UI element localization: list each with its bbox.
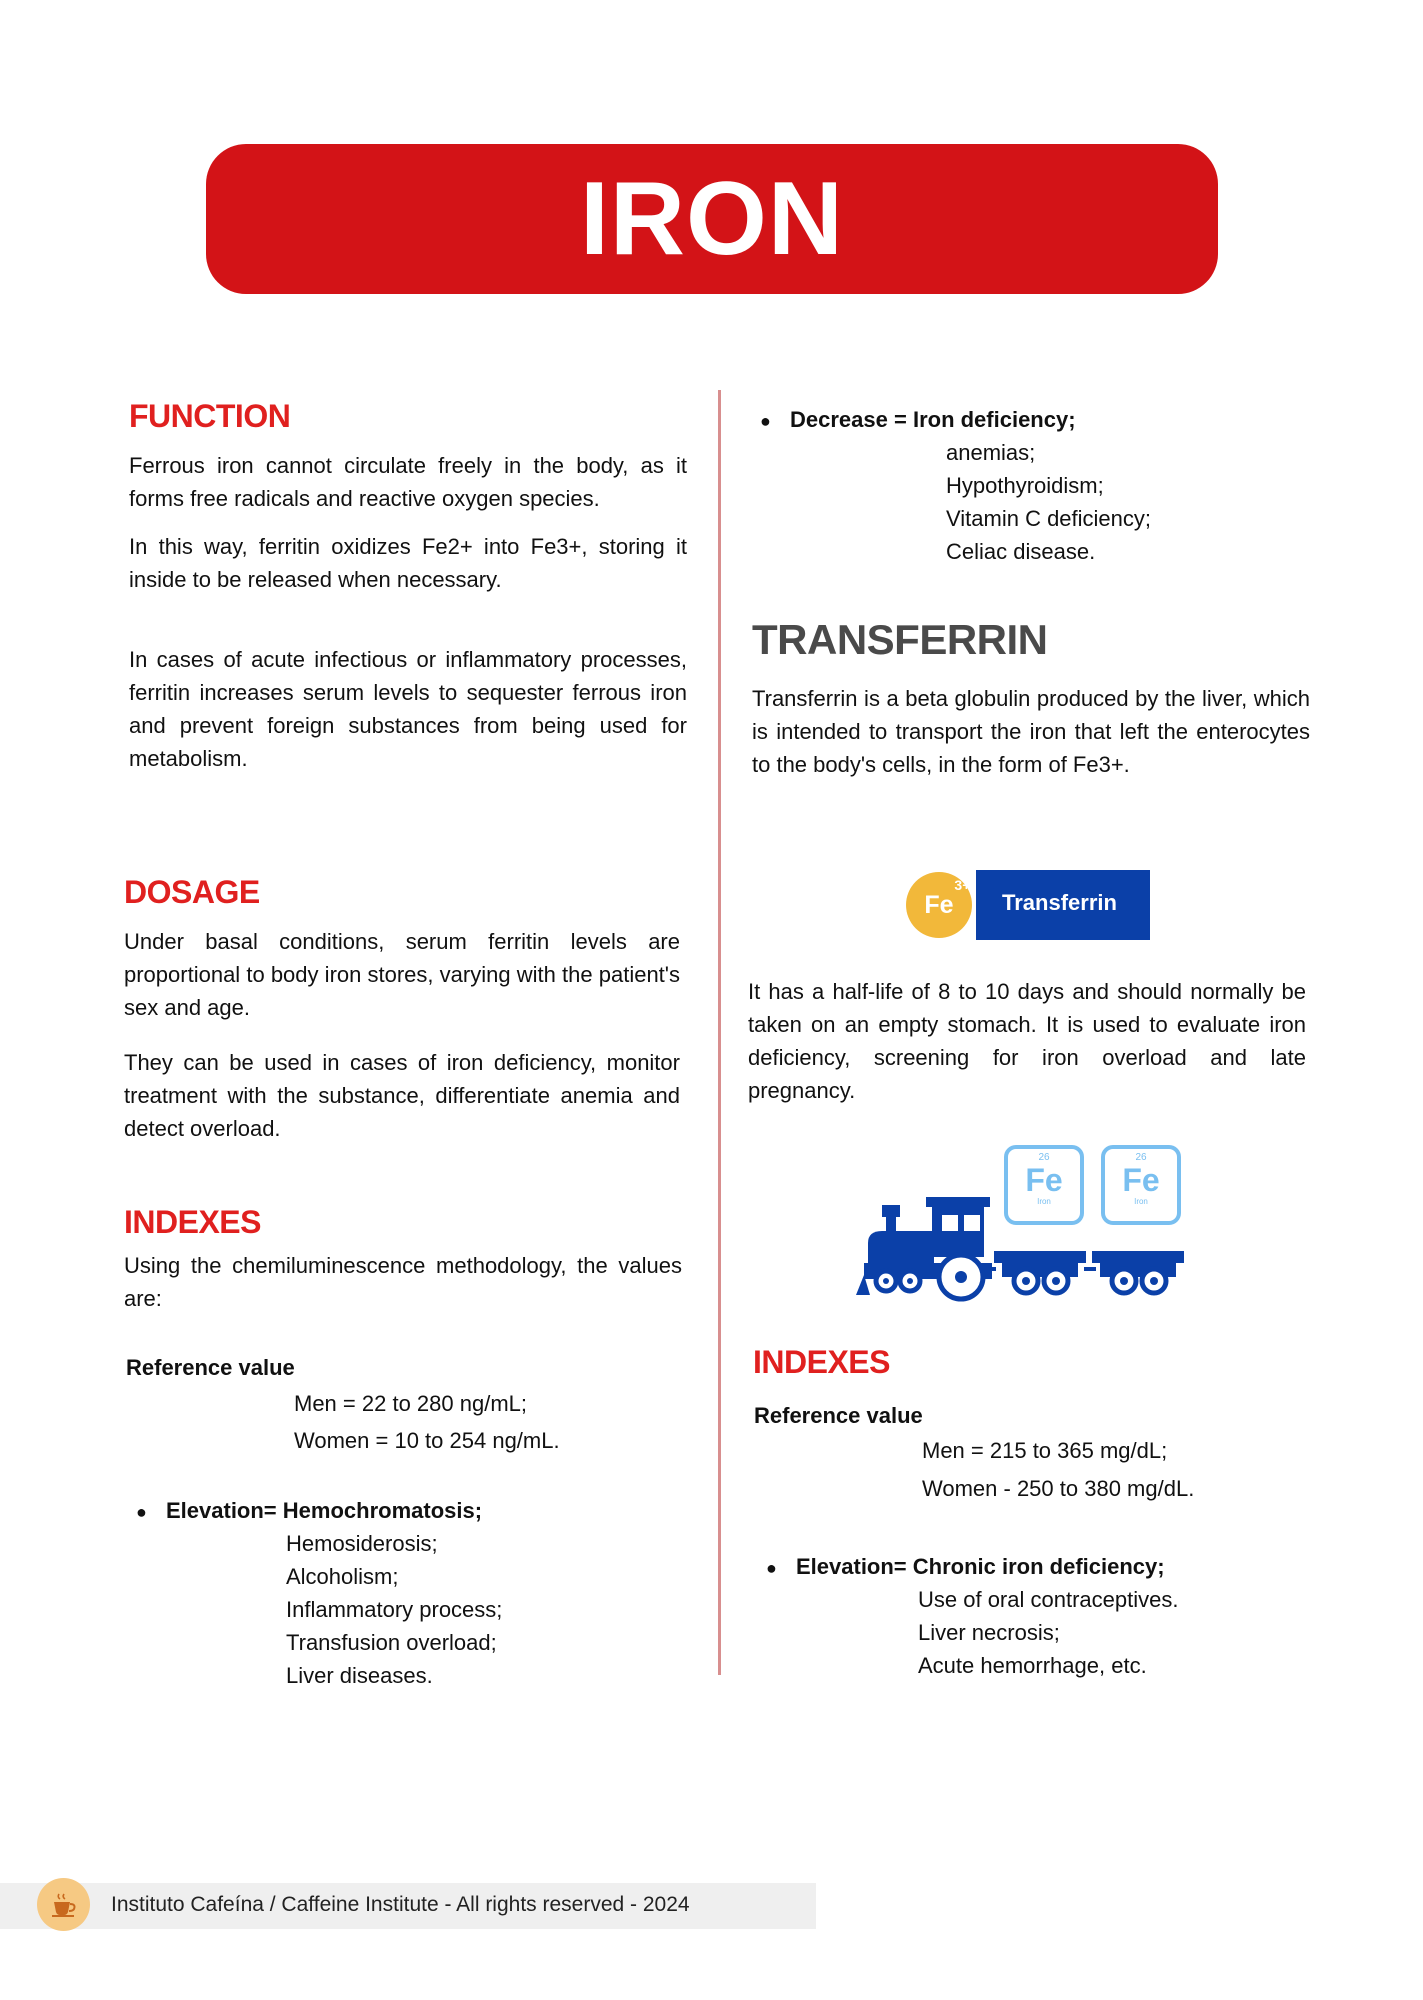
fe-ion-circle (906, 872, 972, 938)
list-item: Alcoholism; (286, 1564, 399, 1589)
bullet-dot: ● (760, 411, 771, 431)
list-item: Transfusion overload; (286, 1630, 497, 1655)
transferrin-paragraph-2: It has a half-life of 8 to 10 days and should normally be taken on an empty stomach. It is used to evaluate iron deficiency, screening for iron overload and late pregnancy. (748, 979, 1306, 1103)
indexes-intro: Using the chemiluminescence methodology, the values are: (124, 1253, 682, 1311)
list-item: Hemosiderosis; (286, 1531, 438, 1556)
list-item: Hypothyroidism; (946, 473, 1104, 498)
function-paragraph-1: Ferrous iron cannot circulate freely in the body, as it forms free radicals and reactive oxygen species. (129, 453, 687, 511)
element-tile (1101, 1145, 1181, 1225)
transferrin-paragraph-1: Transferrin is a beta globulin produced by the liver, which is intended to transport the iron that left the enterocytes to the body's cells, in the form of Fe3+. (752, 686, 1310, 777)
list-item: Liver diseases. (286, 1663, 433, 1688)
column-divider (718, 390, 721, 1675)
element-number: 26 (1135, 1152, 1147, 1163)
transferrin-indexes-section (753, 1344, 890, 1381)
element-number: 26 (1038, 1152, 1050, 1163)
transferrin-paragraph-2-wrap (748, 975, 1306, 1107)
elevation-label: Elevation= (166, 1498, 277, 1523)
function-heading: FUNCTION (129, 398, 291, 434)
elevation-first: Chronic iron deficiency; (912, 1554, 1165, 1579)
element-symbol: Fe (1025, 1162, 1063, 1198)
title-banner (206, 144, 1218, 294)
element-tile (1004, 1145, 1084, 1225)
function-paragraph-3: In cases of acute infectious or inflammatory processes, ferritin increases serum levels to sequester ferrous iron and prevent foreign substances from being used for metabolism. (129, 647, 687, 771)
transferrin-elevation-item (766, 1550, 1165, 1585)
transferrin-section (752, 616, 1310, 781)
bullet-dot: ● (136, 1502, 147, 1522)
ferritin-indexes-section (124, 1204, 682, 1315)
ferritin-reference-label-text: Reference value (126, 1355, 295, 1380)
fe-symbol: Fe (924, 890, 954, 919)
ferritin-elevation-list (286, 1527, 502, 1692)
transferrin-badge (906, 870, 1150, 944)
list-item: Liver necrosis; (918, 1620, 1060, 1645)
element-name: Iron (1134, 1197, 1148, 1206)
function-paragraph-2: In this way, ferritin oxidizes Fe2+ into Fe3+, storing it inside to be released when necessary. (129, 534, 687, 592)
transferrin-men-value: Men = 215 to 365 mg/dL; (922, 1438, 1168, 1463)
list-item: Inflammatory process; (286, 1597, 503, 1622)
list-item: Acute hemorrhage, etc. (918, 1653, 1147, 1678)
decrease-first: Iron deficiency; (912, 407, 1076, 432)
indexes-heading: INDEXES (124, 1204, 261, 1240)
transferrin-reference-label: Reference value (754, 1403, 923, 1428)
elevation-first: Hemochromatosis; (282, 1498, 483, 1523)
decrease-item (760, 403, 1076, 438)
dosage-paragraph-1: Under basal conditions, serum ferritin levels are proportional to body iron stores, varying with the patient's sex and age. (124, 929, 680, 1020)
fe-charge: 3+ (954, 876, 971, 893)
ferritin-men-value: Men = 22 to 280 ng/mL; (294, 1391, 527, 1416)
transferrin-indexes-heading: INDEXES (753, 1344, 890, 1380)
badge-label: Transferrin (1002, 890, 1117, 915)
function-section (129, 398, 687, 775)
coffee-cup-logo-icon (37, 1878, 90, 1931)
transferrin-women-value: Women - 250 to 380 mg/dL. (922, 1476, 1195, 1501)
bullet-dot: ● (766, 1558, 777, 1578)
train-illustration (856, 1145, 1200, 1305)
decrease-list (946, 436, 1151, 568)
transferrin-elevation-list (918, 1583, 1178, 1682)
element-name: Iron (1037, 1197, 1051, 1206)
dosage-paragraph-2: They can be used in cases of iron deficiency, monitor treatment with the substance, differentiate anemia and detect overload. (124, 1050, 680, 1141)
dosage-section (124, 874, 680, 1145)
ferritin-elevation-item (136, 1494, 482, 1529)
list-item: Use of oral contraceptives. (918, 1587, 1179, 1612)
dosage-heading: DOSAGE (124, 874, 260, 910)
list-item: Vitamin C deficiency; (946, 506, 1152, 531)
footer-copyright: Instituto Cafeína / Caffeine Institute - All rights reserved - 2024 (111, 1893, 690, 1916)
transferrin-heading: TRANSFERRIN (752, 616, 1048, 663)
element-symbol: Fe (1122, 1162, 1160, 1198)
ferritin-women-value: Women = 10 to 254 ng/mL. (294, 1428, 560, 1453)
list-item: Celiac disease. (946, 539, 1096, 564)
decrease-label: Decrease = (790, 407, 907, 432)
list-item: anemias; (946, 440, 1036, 465)
elevation-label: Elevation= (796, 1554, 907, 1579)
page-title: IRON (580, 161, 844, 277)
